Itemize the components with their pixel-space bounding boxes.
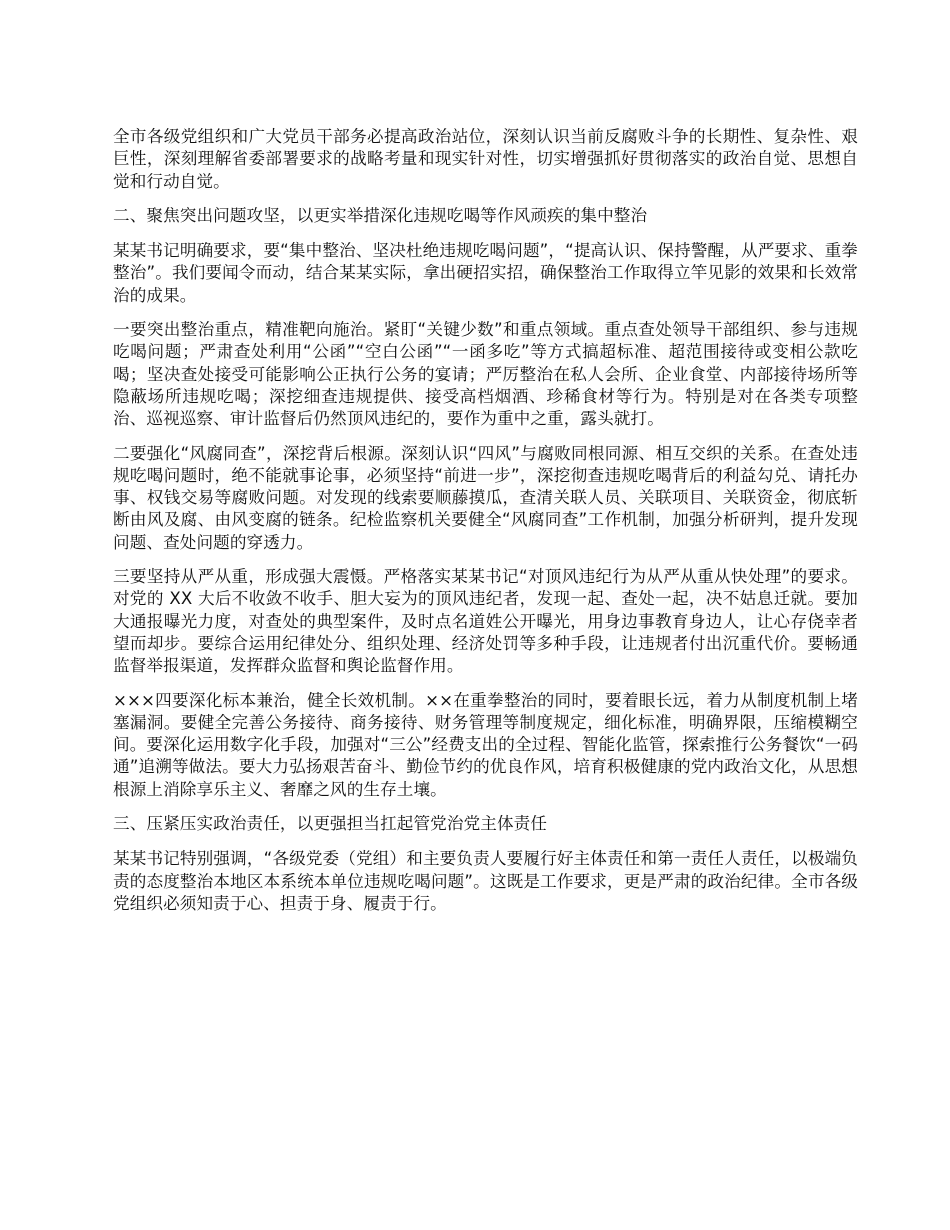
- paragraph-point-4: ×××四要深化标本兼治，健全长效机制。××在重拳整治的同时，要着眼长远，着力从制度机制上堵塞漏洞。要健全完善公务接待、商务接待、财务管理等制度规定，细化标准，明确界限，压缩模糊空间。要深化运用数字化手段，加强对“三公”经费支出的全过程、智能化监管，探索推行公务餐饮“一码通”追溯等做法。要大力弘扬艰苦奋斗、勤俭节约的优良作风，培育积极健康的党内政治文化，从思想根源上消除享乐主义、奢靡之风的生存土壤。: [113, 690, 858, 799]
- paragraph-intro: 全市各级党组织和广大党员干部务必提高政治站位，深刻认识当前反腐败斗争的长期性、复杂性、艰巨性，深刻理解省委部署要求的战略考量和现实针对性，切实增强抓好贯彻落实的政治自觉、思想自觉和行动自觉。: [113, 127, 858, 191]
- section-heading-2: 二、聚焦突出问题攻坚，以更实举措深化违规吃喝等作风顽疾的集中整治: [113, 205, 648, 225]
- paragraph-requirement: 某某书记明确要求，要“集中整治、坚决杜绝违规吃喝问题”，“提高认识、保持警醒，从严要求、重拳整治”。我们要闻令而动，结合某某实际，拿出硬招实招，确保整治工作取得立竿见影的效果和长效常治的成果。: [113, 241, 858, 305]
- paragraph-point-2: 二要强化“风腐同查”，深挖背后根源。深刻认识“四风”与腐败同根同源、相互交织的关系。在查处违规吃喝问题时，绝不能就事论事，必须坚持“前进一步”，深挖彻查违规吃喝背后的利益勾兑、请托办事、权钱交易等腐败问题。对发现的线索要顺藤摸瓜，查清关联人员、关联项目、关联资金，彻底斩断由风及腐、由风变腐的链条。纪检监察机关要健全“风腐同查”工作机制，加强分析研判，提升发现问题、查处问题的穿透力。: [113, 443, 858, 552]
- section-heading-3: 三、压紧压实政治责任，以更强担当扛起管党治党主体责任: [113, 814, 548, 834]
- document-body: [113, 126, 858, 927]
- paragraph-point-3: 三要坚持从严从重，形成强大震慑。严格落实某某书记“对顶风违纪行为从严从重从快处理”的要求。对党的 XX 大后不收敛不收手、胆大妄为的顶风违纪者，发现一起、查处一起，决不姑息迁就。要加大通报曝光力度，对查处的典型案件，及时点名道姓公开曝光，用身边事教育身边人，让心存侥幸者望而却步。要综合运用纪律处分、组织处理、经济处罚等多种手段，让违规者付出沉重代价。要畅通监督举报渠道，发挥群众监督和舆论监督作用。: [113, 567, 858, 676]
- paragraph-point-1: 一要突出整治重点，精准靶向施治。紧盯“关键少数”和重点领域。重点查处领导干部组织、参与违规吃喝问题；严肃查处利用“公函”“空白公函”“一函多吃”等方式搞超标准、超范围接待或变相公款吃喝；坚决查处接受可能影响公正执行公务的宴请；严厉整治在私人会所、企业食堂、内部接待场所等隐蔽场所违规吃喝；深挖细查违规提供、接受高档烟酒、珍稀食材等行为。特别是对在各类专项整治、巡视巡察、审计监督后仍然顶风违纪的，要作为重中之重，露头就打。: [113, 320, 858, 429]
- paragraph-responsibility: 某某书记特别强调，“各级党委（党组）和主要负责人要履行好主体责任和第一责任人责任，以极端负责的态度整治本地区本系统本单位违规吃喝问题”。这既是工作要求，更是严肃的政治纪律。全市各级党组织必须知责于心、担责于身、履责于行。: [113, 849, 858, 913]
